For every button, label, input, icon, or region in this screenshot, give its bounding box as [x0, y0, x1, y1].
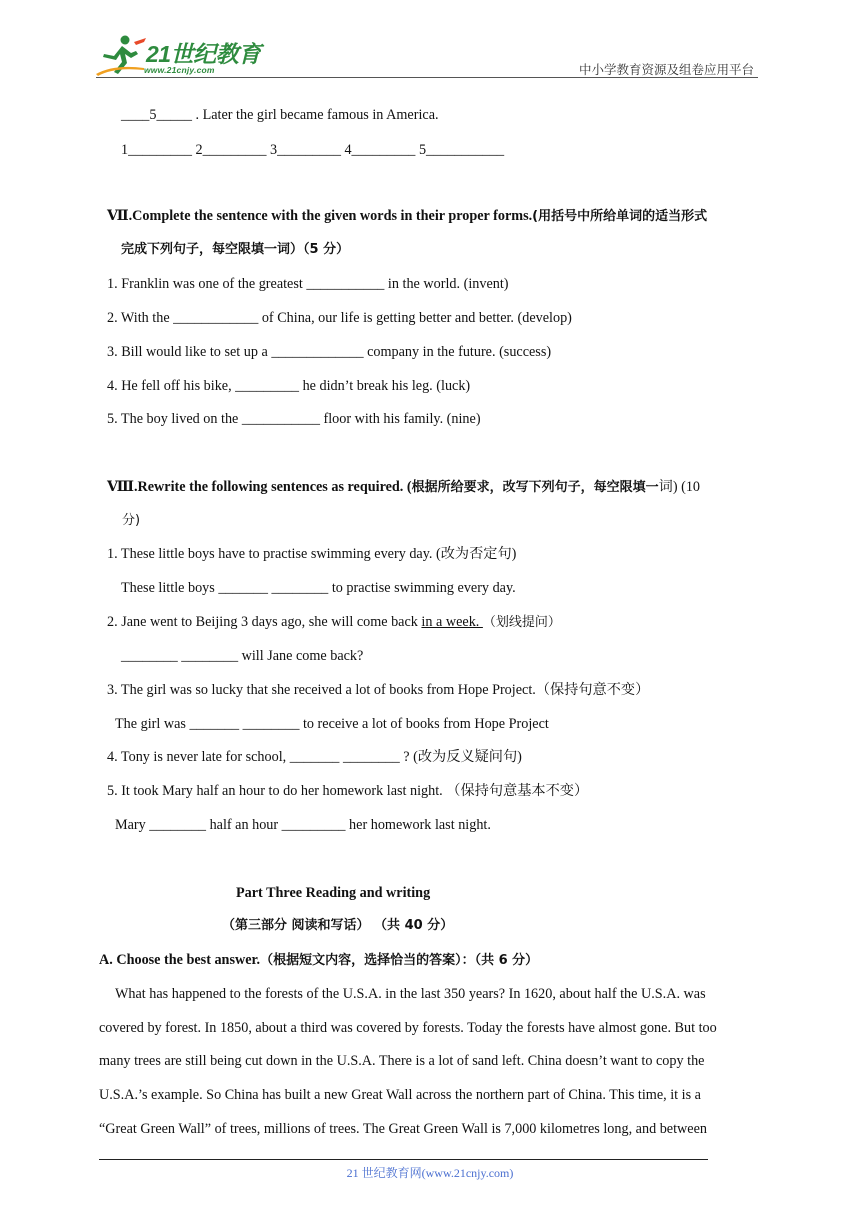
passage-line: What has happened to the forests of the U.S.A. in the last 350 years? In 1620, about half the U.S.A. was: [115, 986, 706, 1002]
reading-a-title-en: A. Choose the best answer.: [99, 952, 261, 968]
logo-url-text: www.21cnjy.com: [144, 65, 215, 75]
passage-line: “Great Green Wall” of trees, millions of trees. The Great Green Wall is 7,000 kilometres long, and between: [99, 1121, 707, 1137]
section8-question: 1. These little boys have to practise swimming every day. (改为否定句): [107, 546, 517, 562]
section7-title: [107, 207, 707, 226]
section8-question: 4. Tony is never late for school, _______ ________ ? (改为反义疑问句): [107, 749, 522, 765]
reading-a-title-cn: （根据短文内容，选择恰当的答案）：（共 6 分）: [260, 953, 539, 968]
section6-line: ____5_____ . Later the girl became famous in America.: [121, 107, 439, 123]
footer-divider: [99, 1159, 708, 1160]
part3-subtitle: （第三部分 阅读和写话） （共 40 分）: [222, 918, 454, 933]
section7-item: 1. Franklin was one of the greatest ___________ in the world. (invent): [107, 276, 509, 292]
section7-title-cn: (用括号中所给单词的适当形式: [532, 209, 708, 224]
passage-line: many trees are still being cut down in the U.S.A. There is a lot of sand left. China doesn’t want to copy the: [99, 1053, 705, 1069]
section6-answers: 1_________ 2_________ 3_________ 4_________ 5___________: [121, 142, 505, 158]
section7-item: 5. The boy lived on the ___________ floor with his family. (nine): [107, 411, 481, 427]
section7-title-cn-line2: 完成下列句子，每空限填一词）（5 分）: [121, 242, 350, 257]
section8-title-en: Ⅷ.Rewrite the following sentences as required. (: [107, 479, 412, 495]
q2-instruction: （划线提问）: [482, 615, 561, 630]
site-logo[interactable]: [94, 34, 264, 78]
section8-question: [107, 613, 561, 632]
footer-link[interactable]: 21 世纪教育网(www.21cnjy.com): [346, 1166, 514, 1180]
section8-answer-line: Mary ________ half an hour _________ her homework last night.: [115, 817, 491, 833]
q2-text: 2. Jane went to Beijing 3 days ago, she will come back: [107, 614, 422, 630]
section8-answer-line: ________ ________ will Jane come back?: [121, 648, 364, 664]
platform-slogan: 中小学教育资源及组卷应用平台: [578, 62, 754, 77]
passage-line: U.S.A.’s example. So China has built a new Great Wall across the northern part of China. This time, it is a: [99, 1087, 701, 1103]
part3-title: Part Three Reading and writing: [236, 885, 431, 901]
logo-brand-text: 21世纪教育: [146, 41, 261, 67]
section8-answer-line: The girl was _______ ________ to receive a lot of books from Hope Project: [115, 716, 549, 732]
section7-title-en: Ⅶ.Complete the sentence with the given words in their proper forms.: [107, 208, 533, 224]
section8-title-line2: 分): [122, 513, 141, 528]
passage-line: covered by forest. In 1850, about a third was covered by forests. Today the forests have almost gone. But too: [99, 1020, 717, 1036]
section7-item: 2. With the ____________ of China, our life is getting better and better. (develop): [107, 310, 572, 326]
section7-item: 3. Bill would like to set up a _____________ company in the future. (success): [107, 344, 552, 360]
section8-title-tail: 词) (10: [658, 479, 701, 495]
q2-underlined: in a week.: [421, 614, 483, 630]
section8-title: [107, 478, 700, 497]
section8-title-cn: 根据所给要求，改写下列句子，每空限填一: [411, 480, 659, 495]
header-divider: [96, 77, 758, 78]
section8-question: 5. It took Mary half an hour to do her homework last night. （保持句意基本不变）: [107, 783, 589, 799]
section8-question: 3. The girl was so lucky that she received a lot of books from Hope Project.（保持句意不变）: [107, 682, 650, 698]
reading-a-title: [99, 951, 538, 970]
section8-answer-line: These little boys _______ ________ to practise swimming every day.: [121, 580, 516, 596]
runner-logo-icon: [94, 34, 150, 78]
section7-item: 4. He fell off his bike, _________ he didn’t break his leg. (luck): [107, 378, 471, 394]
